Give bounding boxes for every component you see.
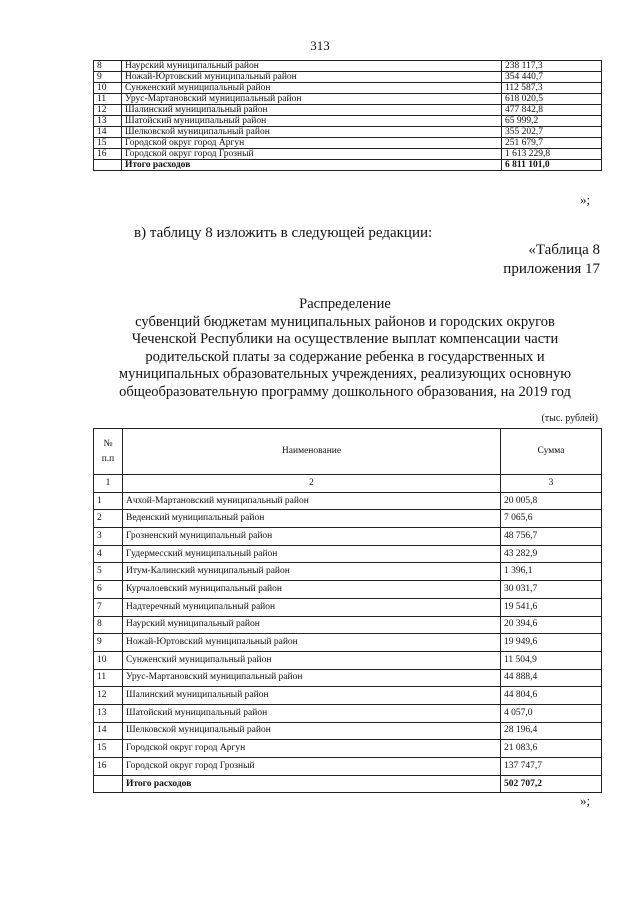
table-caption-line1: «Таблица 8 bbox=[528, 242, 600, 258]
row-name: Шалинский муниципальный район bbox=[123, 687, 501, 705]
table-row bbox=[94, 83, 602, 94]
table-row bbox=[94, 149, 602, 160]
instruction-text: в) таблицу 8 изложить в следующей редакции: bbox=[134, 225, 433, 241]
row-number: 12 bbox=[94, 687, 123, 705]
column-number: 2 bbox=[123, 475, 501, 493]
total-row bbox=[94, 775, 602, 793]
table-row bbox=[94, 598, 602, 616]
row-number: 11 bbox=[94, 94, 122, 105]
row-sum: 355 202,7 bbox=[502, 127, 602, 138]
table-row bbox=[94, 634, 602, 652]
closing-mark-top: »; bbox=[580, 192, 591, 207]
row-sum: 19 949,6 bbox=[501, 634, 602, 652]
row-name: Шелковской муниципальный район bbox=[122, 127, 502, 138]
row-sum: 48 756,7 bbox=[501, 528, 602, 546]
closing-mark-bottom: »; bbox=[580, 793, 591, 808]
table-row bbox=[94, 116, 602, 127]
header-number bbox=[94, 429, 123, 475]
table-row bbox=[94, 651, 602, 669]
total-row bbox=[94, 160, 602, 171]
row-number: 3 bbox=[94, 528, 123, 546]
column-number: 1 bbox=[94, 475, 123, 493]
row-number: 4 bbox=[94, 545, 123, 563]
table-row bbox=[94, 510, 602, 528]
row-number: 6 bbox=[94, 581, 123, 599]
row-sum: 112 587,3 bbox=[502, 83, 602, 94]
column-number-row bbox=[94, 475, 602, 493]
row-name: Веденский муниципальный район bbox=[123, 510, 501, 528]
row-name: Шелковской муниципальный район bbox=[123, 722, 501, 740]
total-sum: 6 811 101,0 bbox=[502, 160, 602, 171]
total-label: Итого расходов bbox=[123, 775, 501, 793]
row-name: Шалинский муниципальный район bbox=[122, 105, 502, 116]
column-number: 3 bbox=[501, 475, 602, 493]
row-name: Гудермесский муниципальный район bbox=[123, 545, 501, 563]
table-row bbox=[94, 61, 602, 72]
row-sum: 4 057,0 bbox=[501, 704, 602, 722]
table-row bbox=[94, 528, 602, 546]
row-name: Наурский муниципальный район bbox=[123, 616, 501, 634]
row-number: 8 bbox=[94, 616, 123, 634]
table-row bbox=[94, 138, 602, 149]
row-sum: 137 747,7 bbox=[501, 758, 602, 776]
top-table bbox=[93, 60, 602, 171]
row-name: Городской округ город Аргун bbox=[122, 138, 502, 149]
row-sum: 44 804,6 bbox=[501, 687, 602, 705]
row-number: 16 bbox=[94, 149, 122, 160]
row-name: Курчалоевский муниципальный район bbox=[123, 581, 501, 599]
row-name: Урус-Мартановский муниципальный район bbox=[123, 669, 501, 687]
row-number: 7 bbox=[94, 598, 123, 616]
table-row bbox=[94, 563, 602, 581]
row-sum: 238 117,3 bbox=[502, 61, 602, 72]
table-row bbox=[94, 581, 602, 599]
total-empty-cell bbox=[94, 160, 122, 171]
row-sum: 618 020,5 bbox=[502, 94, 602, 105]
row-sum: 1 396,1 bbox=[501, 563, 602, 581]
title-line: родительской платы за содержание ребенка в государственных и bbox=[145, 348, 545, 365]
title-line: муниципальных образовательных учреждениях, реализующих основную bbox=[118, 366, 572, 383]
top-table-body bbox=[94, 61, 602, 171]
table-row bbox=[94, 127, 602, 138]
table-row bbox=[94, 758, 602, 776]
table-row bbox=[94, 492, 602, 510]
row-name: Итум-Калинский муниципальный район bbox=[123, 563, 501, 581]
table-row bbox=[94, 616, 602, 634]
row-name: Ножай-Юртовский муниципальный район bbox=[123, 634, 501, 652]
row-number: 13 bbox=[94, 116, 122, 127]
total-sum: 502 707,2 bbox=[501, 775, 602, 793]
row-name: Шатойский муниципальный район bbox=[122, 116, 502, 127]
row-sum: 20 005,8 bbox=[501, 492, 602, 510]
row-sum: 1 613 229,8 bbox=[502, 149, 602, 160]
row-sum: 44 888,4 bbox=[501, 669, 602, 687]
row-name: Ножай-Юртовский муниципальный район bbox=[122, 72, 502, 83]
row-name: Грозненский муниципальный район bbox=[123, 528, 501, 546]
row-name: Городской округ город Грозный bbox=[122, 149, 502, 160]
row-number: 10 bbox=[94, 651, 123, 669]
header-sum: Сумма bbox=[501, 429, 602, 475]
row-number: 13 bbox=[94, 704, 123, 722]
table-row bbox=[94, 704, 602, 722]
units-label: (тыс. рублей) bbox=[541, 413, 598, 424]
page-number: 313 bbox=[310, 38, 330, 53]
table-row bbox=[94, 669, 602, 687]
row-sum: 30 031,7 bbox=[501, 581, 602, 599]
table-row bbox=[94, 740, 602, 758]
row-name: Городской округ город Аргун bbox=[123, 740, 501, 758]
header-number-line2: п.п bbox=[101, 453, 115, 464]
row-name: Наурский муниципальный район bbox=[122, 61, 502, 72]
document-title bbox=[80, 296, 610, 402]
row-number: 14 bbox=[94, 722, 123, 740]
table-row bbox=[94, 545, 602, 563]
title-line: Чеченской Республики на осуществление выплат компенсации части bbox=[131, 331, 559, 348]
row-sum: 7 065,6 bbox=[501, 510, 602, 528]
row-name: Урус-Мартановский муниципальный район bbox=[122, 94, 502, 105]
header-number-line1: № bbox=[103, 438, 113, 449]
row-number: 11 bbox=[94, 669, 123, 687]
table-row bbox=[94, 72, 602, 83]
row-sum: 28 196,4 bbox=[501, 722, 602, 740]
row-name: Надтеречный муниципальный район bbox=[123, 598, 501, 616]
header-row bbox=[94, 429, 602, 475]
row-number: 12 bbox=[94, 105, 122, 116]
row-sum: 20 394,6 bbox=[501, 616, 602, 634]
title-line: субвенций бюджетам муниципальных районов и городских округов bbox=[135, 313, 555, 330]
row-sum: 11 504,9 bbox=[501, 651, 602, 669]
row-sum: 21 083,6 bbox=[501, 740, 602, 758]
main-table bbox=[93, 428, 602, 793]
row-name: Сунженский муниципальный район bbox=[123, 651, 501, 669]
row-number: 14 bbox=[94, 127, 122, 138]
total-label: Итого расходов bbox=[122, 160, 502, 171]
row-sum: 65 999,2 bbox=[502, 116, 602, 127]
title-line: Распределение bbox=[299, 296, 391, 312]
row-number: 10 bbox=[94, 83, 122, 94]
total-empty-cell bbox=[94, 775, 123, 793]
row-number: 15 bbox=[94, 740, 123, 758]
row-name: Сунженский муниципальный район bbox=[122, 83, 502, 94]
row-sum: 477 842,8 bbox=[502, 105, 602, 116]
table-row bbox=[94, 722, 602, 740]
row-sum: 19 541,6 bbox=[501, 598, 602, 616]
row-number: 2 bbox=[94, 510, 123, 528]
table-row bbox=[94, 94, 602, 105]
table-row bbox=[94, 687, 602, 705]
row-number: 5 bbox=[94, 563, 123, 581]
row-name: Ачхой-Мартановский муниципальный район bbox=[123, 492, 501, 510]
row-number: 15 bbox=[94, 138, 122, 149]
row-number: 1 bbox=[94, 492, 123, 510]
table-caption-line2: приложения 17 bbox=[503, 261, 600, 277]
row-number: 9 bbox=[94, 634, 123, 652]
row-sum: 43 282,9 bbox=[501, 545, 602, 563]
table-row bbox=[94, 105, 602, 116]
row-sum: 354 440,7 bbox=[502, 72, 602, 83]
row-name: Шатойский муниципальный район bbox=[123, 704, 501, 722]
row-number: 8 bbox=[94, 61, 122, 72]
row-name: Городской округ город Грозный bbox=[123, 758, 501, 776]
row-number: 16 bbox=[94, 758, 123, 776]
header-name: Наименование bbox=[123, 429, 501, 475]
row-sum: 251 679,7 bbox=[502, 138, 602, 149]
row-number: 9 bbox=[94, 72, 122, 83]
title-line: общеобразовательную программу дошкольного образования, на 2019 год bbox=[119, 383, 571, 400]
main-table-body bbox=[94, 492, 602, 793]
